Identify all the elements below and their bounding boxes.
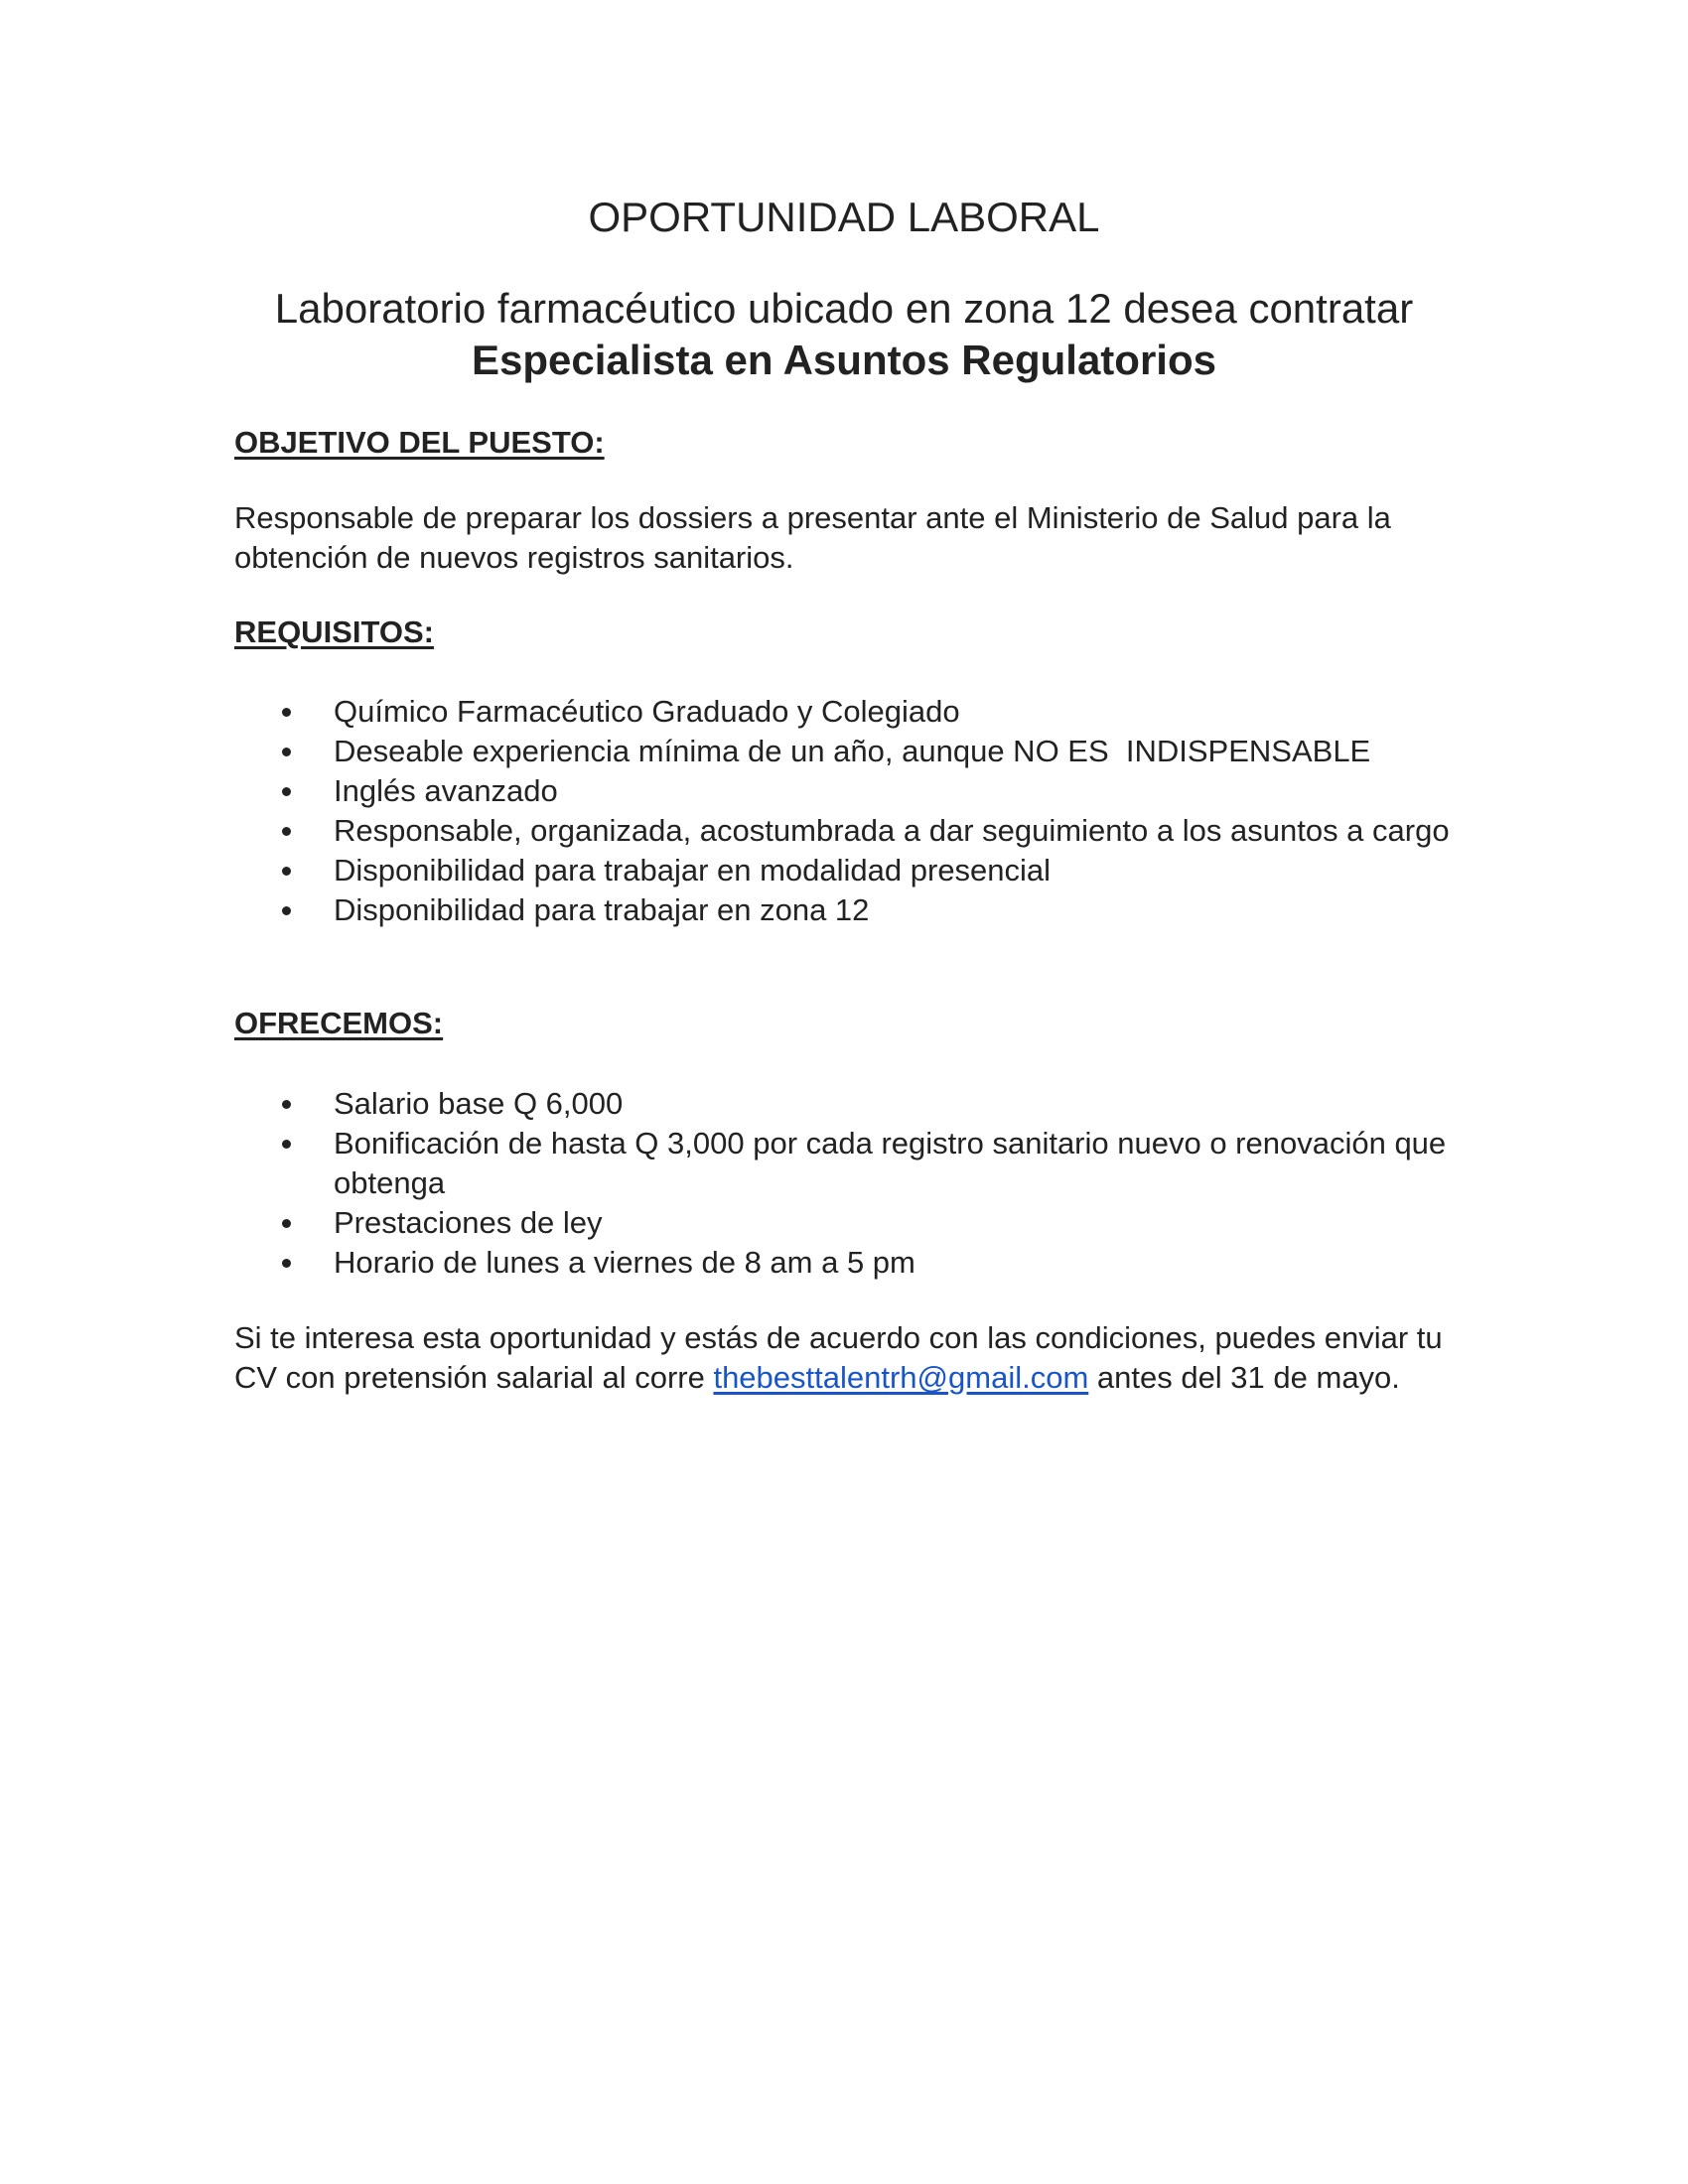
ofrecemos-text: Horario de lunes a viernes de 8 am a 5 pm: [334, 1245, 915, 1280]
list-item: [234, 692, 1466, 732]
bullet-icon: [282, 906, 291, 915]
bullet-icon: [282, 1259, 291, 1268]
bullet-icon: [282, 827, 291, 836]
subtitle-lead: Laboratorio farmacéutico ubicado en zona 12 desea contratar: [274, 285, 1414, 332]
ofrecemos-list: [234, 1084, 1466, 1283]
list-item: [234, 811, 1466, 851]
bullet-icon: [282, 708, 291, 717]
ofrecemos-text: Salario base Q 6,000: [334, 1086, 624, 1121]
requisito-text: Inglés avanzado: [334, 773, 558, 808]
email-link[interactable]: thebesttalentrh@gmail.com: [713, 1360, 1089, 1395]
requisito-text: Responsable, organizada, acostumbrada a dar seguimiento a los asuntos a cargo: [334, 813, 1450, 848]
requisito-text: Químico Farmacéutico Graduado y Colegiado: [334, 694, 960, 729]
requisitos-heading: REQUISITOS:: [234, 614, 434, 649]
bullet-icon: [282, 1140, 291, 1149]
bullet-icon: [282, 1100, 291, 1109]
ofrecemos-heading: OFRECEMOS:: [234, 1006, 444, 1040]
bullet-icon: [282, 787, 291, 796]
bullet-icon: [282, 1219, 291, 1228]
job-role-title: Especialista en Asuntos Regulatorios: [472, 337, 1216, 383]
ofrecemos-text: Prestaciones de ley: [334, 1205, 603, 1240]
list-item: [234, 890, 1466, 930]
requisitos-list: [234, 692, 1466, 930]
closing-text-after: antes del 31 de mayo.: [1088, 1360, 1400, 1395]
requisito-text: Disponibilidad para trabajar en modalidad presencial: [334, 853, 1052, 887]
list-item: [234, 851, 1466, 890]
list-item: [234, 771, 1466, 811]
closing-paragraph: [234, 1318, 1456, 1398]
list-item: [234, 1084, 1466, 1124]
list-item: [234, 732, 1466, 771]
bullet-icon: [282, 867, 291, 876]
job-headline: [0, 283, 1688, 386]
objetivo-text: Responsable de preparar los dossiers a presentar ante el Ministerio de Salud para la obtención de nuevos registros sanitarios.: [234, 500, 1391, 575]
objetivo-heading: OBJETIVO DEL PUESTO:: [234, 425, 605, 460]
page-title: OPORTUNIDAD LABORAL: [588, 194, 1100, 240]
list-item: [234, 1243, 1466, 1283]
list-item: [234, 1124, 1466, 1203]
closing-text-before: Si te interesa esta oportunidad y estás de acuerdo con las condiciones, puedes enviar tu CV con pretensión salarial al corre: [234, 1320, 1443, 1395]
requisito-text: Deseable experiencia mínima de un año, aunque NO ES INDISPENSABLE: [334, 734, 1371, 768]
list-item: [234, 1203, 1466, 1243]
bullet-icon: [282, 748, 291, 756]
ofrecemos-text: Bonificación de hasta Q 3,000 por cada registro sanitario nuevo o renovación que obtenga: [334, 1126, 1447, 1200]
requisito-text: Disponibilidad para trabajar en zona 12: [334, 892, 870, 927]
